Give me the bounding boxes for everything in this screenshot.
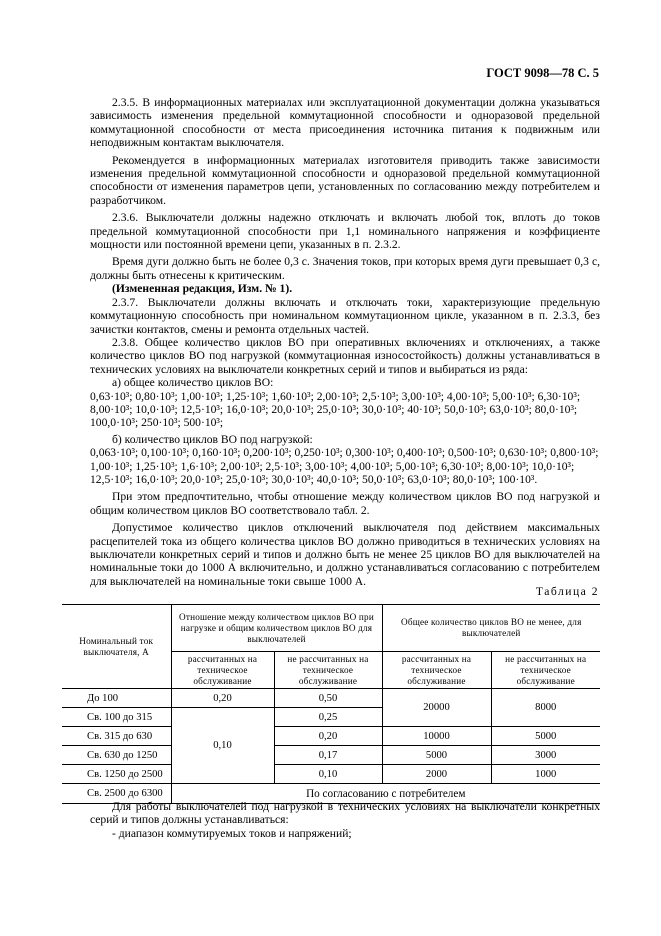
paragraph-load-operation: Для работы выключателей под нагрузкой в технических условиях на выключатели конкретных серий и типов должны устанавливаться: bbox=[90, 800, 600, 827]
header-total-noservice: не рассчитанных на техническое обслуживание bbox=[491, 652, 600, 689]
cell-ratio-service: 0,10 bbox=[171, 708, 274, 784]
main-text bbox=[90, 96, 600, 588]
table-row bbox=[62, 689, 600, 708]
list-b-values: 0,063·10³; 0,100·10³; 0,160·10³; 0,200·10³; 0,250·10³; 0,300·10³; 0,400·10³; 0,500·10³; 0,630·10³; 0,800·10³; 1,00·10³; 1,25·10³; 1,6·10³; 2,00·10³; 2,5·10³; 3,00·10³; 4,00·10³; 5,00·10³; 6,30·10³; 8,00·10³; 10,0·10³; 12,5·10³; 16,0·10³; 20,0·10³; 25,0·10³; 30,0·10³; 40,0·10³; 50,0·10³; 63,0·10³; 80,0·10³; 100·10³. bbox=[90, 446, 599, 486]
paragraph-2-3-7: 2.3.7. Выключатели должны включать и отключать токи, характеризующие предельную коммутационную способность при номинальном коммутационном цикле, указанном в п. 2.3.3, без зачистки контактов, смены и ремонта отдельных частей. bbox=[90, 295, 600, 336]
paragraph-trip-cycles: Допустимое количество циклов отключений выключателя под действием максимальных расцепителей тока из общего количества циклов ВО должно приводиться в технических условиях на выключатели конкретных серий и типов и должно быть не менее 25 циклов ВО для выключателей на номинальные токи до 1000 А включительно, и должно устанавливаться согласованию с потребителем для выключателей на номинальные токи свыше 1000 А. bbox=[90, 521, 600, 588]
cell-total-service: 10000 bbox=[382, 727, 491, 746]
cell-total-noservice: 8000 bbox=[491, 689, 600, 727]
cell-current: До 100 bbox=[62, 689, 171, 708]
cell-total-service: 2000 bbox=[382, 765, 491, 784]
cell-ratio-noservice: 0,50 bbox=[274, 689, 382, 708]
header-total: Общее количество циклов ВО не менее, для выключателей bbox=[382, 605, 600, 652]
closing-text bbox=[90, 800, 600, 840]
cell-ratio-noservice: 0,25 bbox=[274, 708, 382, 727]
cell-current: Св. 315 до 630 bbox=[62, 727, 171, 746]
cell-total-service: 5000 bbox=[382, 746, 491, 765]
header-ratio-service: рассчитанных на техническое обслуживание bbox=[171, 652, 274, 689]
cell-ratio-service: 0,20 bbox=[171, 689, 274, 708]
cell-ratio-noservice: 0,10 bbox=[274, 765, 382, 784]
cell-total-noservice: 5000 bbox=[491, 727, 600, 746]
cell-total-noservice: 3000 bbox=[491, 746, 600, 765]
paragraph-recommendation: Рекомендуется в информационных материалах изготовителя приводить также зависимости изменения предельной коммутационной способности и одноразовой предельной коммутационной способности от изменения параметров цепи, установленных по согласованию между потребителем и разработчиком. bbox=[90, 153, 600, 207]
cell-current: Св. 630 до 1250 bbox=[62, 746, 171, 765]
table-row bbox=[62, 746, 600, 765]
list-b-heading: б) количество циклов ВО под нагрузкой: bbox=[112, 432, 313, 446]
table-row bbox=[62, 765, 600, 784]
header-ratio-noservice: не рассчитанных на техническое обслуживание bbox=[274, 652, 382, 689]
list-a-values: 0,63·10³; 0,80·10³; 1,00·10³; 1,25·10³; 1,60·10³; 2,00·10³; 2,5·10³; 3,00·10³; 4,00·10³; 5,00·10³; 6,30·10³; 8,00·10³; 10,0·10³; 12,5·10³; 16,0·10³; 20,0·10³; 25,0·10³; 30,0·10³; 40·10³; 50,0·10³; 63,0·10³; 80,0·10³; 100,0·10³; 250·10³; 500·10³; bbox=[90, 389, 581, 430]
table-2 bbox=[62, 604, 600, 804]
cell-current: Св. 100 до 315 bbox=[62, 708, 171, 727]
list-a-heading: а) общее количество циклов ВО: bbox=[112, 376, 274, 390]
header-current: Номинальный ток выключателя, А bbox=[62, 605, 171, 689]
page-header: ГОСТ 9098—78 С. 5 bbox=[486, 66, 599, 80]
header-ratio: Отношение между количеством циклов ВО при нагрузке и общим количеством циклов ВО для выключателей bbox=[171, 605, 382, 652]
list-item-current-range: - диапазон коммутируемых токов и напряжений; bbox=[112, 826, 352, 840]
paragraph-2-3-6: 2.3.6. Выключатели должны надежно отключать и включать любой ток, вплоть до токов предельной коммутационной способности при 1,1 номинального напряжения и коэффициенте мощности или постоянной времени цепи, указанных в п. 2.3.2. bbox=[90, 211, 600, 252]
cell-ratio-noservice: 0,20 bbox=[274, 727, 382, 746]
paragraph-preference: При этом предпочтительно, чтобы отношение между количеством циклов ВО под нагрузкой и общим количеством циклов ВО соответствовало табл. 2. bbox=[90, 490, 600, 517]
paragraph-arc-time: Время дуги должно быть не более 0,3 с. Значения токов, при которых время дуги превышает 0,3 с, должны быть отнесены к критическим. bbox=[90, 255, 600, 282]
paragraph-2-3-8: 2.3.8. Общее количество циклов ВО при оперативных включениях и отключениях, а также количество циклов ВО под нагрузкой (коммутационная износостойкость) должны устанавливаться в технических условиях на выключатели конкретных серий и типов и выбираться из ряда: bbox=[90, 335, 600, 376]
cell-current: Св. 2500 до 6300 bbox=[62, 784, 171, 804]
cell-total-service: 20000 bbox=[382, 689, 491, 727]
cell-ratio-noservice: 0,17 bbox=[274, 746, 382, 765]
paragraph-2-3-5: 2.3.5. В информационных материалах или эксплуатационной документации должна указываться зависимость изменения предельной коммутационной способности и одноразовой предельной коммутационной способности от места присоединения источника питания к подвижным или неподвижным контактам выключателя. bbox=[90, 96, 600, 150]
paragraph-amendment: (Измененная редакция, Изм. № 1). bbox=[112, 282, 293, 296]
cell-by-agreement: По согласованию с потребителем bbox=[171, 784, 600, 804]
cell-total-noservice: 1000 bbox=[491, 765, 600, 784]
cell-current: Св. 1250 до 2500 bbox=[62, 765, 171, 784]
table-label: Таблица 2 bbox=[535, 585, 599, 598]
header-total-service: рассчитанных на техническое обслуживание bbox=[382, 652, 491, 689]
table-row bbox=[62, 727, 600, 746]
